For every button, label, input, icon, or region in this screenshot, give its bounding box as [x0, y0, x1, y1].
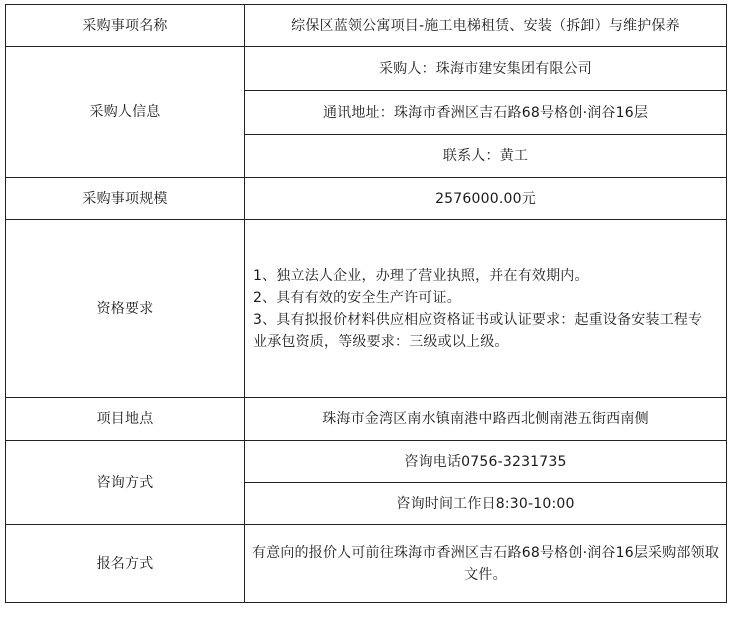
location-label: 项目地点 — [6, 398, 245, 441]
scale-label: 采购事项规模 — [6, 178, 245, 220]
consult-label: 咨询方式 — [6, 441, 245, 525]
signup-value: 有意向的报价人可前往珠海市香洲区吉石路68号格创·润谷16层采购部领取文件。 — [245, 525, 727, 603]
row-item-name — [6, 5, 727, 47]
item-name-label: 采购事项名称 — [6, 5, 245, 47]
qualification-item: 2、具有有效的安全生产许可证。 — [253, 289, 461, 306]
location-value: 珠海市金湾区南水镇南港中路西北侧南港五街西南侧 — [245, 398, 727, 441]
item-name-value: 综保区蓝领公寓项目-施工电梯租赁、安装（拆卸）与维护保养 — [245, 5, 727, 47]
qualification-item: 3、具有拟报价材料供应相应资格证书或认证要求：起重设备安装工程专业承包资质，等级要求：三级或以上级。 — [253, 311, 703, 350]
row-consult-phone — [6, 441, 727, 483]
qualification-label: 资格要求 — [6, 220, 245, 398]
purchaser-info-label: 采购人信息 — [6, 47, 245, 178]
purchaser-address-value: 通讯地址：珠海市香洲区吉石路68号格创·润谷16层 — [245, 91, 727, 135]
procurement-info-table — [5, 4, 727, 603]
purchaser-contact-value: 联系人：黄工 — [245, 135, 727, 178]
qualification-item: 1、独立法人企业，办理了营业执照，并在有效期内。 — [253, 267, 589, 284]
row-scale — [6, 178, 727, 220]
purchaser-name-value: 采购人：珠海市建安集团有限公司 — [245, 47, 727, 91]
row-purchaser-name — [6, 47, 727, 91]
consult-phone-value: 咨询电话0756-3231735 — [245, 441, 727, 483]
consult-hours-value: 咨询时间工作日8:30-10:00 — [245, 483, 727, 525]
signup-label: 报名方式 — [6, 525, 245, 603]
row-qualification — [6, 220, 727, 398]
row-location — [6, 398, 727, 441]
scale-value: 2576000.00元 — [245, 178, 727, 220]
row-signup — [6, 525, 727, 603]
qualification-value — [245, 220, 727, 398]
